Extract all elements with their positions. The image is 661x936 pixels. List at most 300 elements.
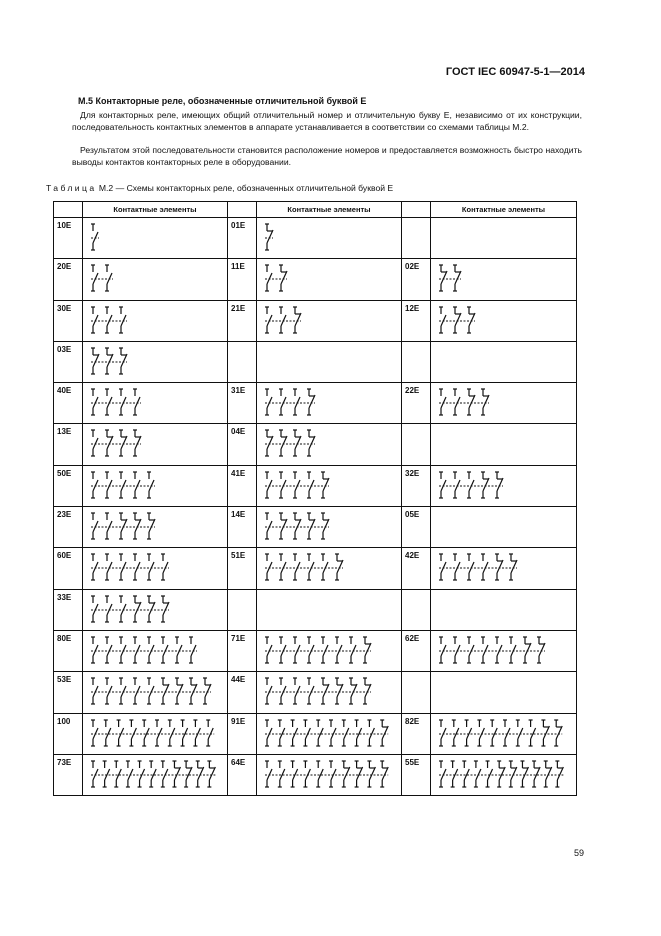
- normally-open-contact-icon: [147, 637, 154, 663]
- table-row: [54, 259, 577, 300]
- relay-code: 33E: [54, 589, 83, 630]
- normally-open-contact-icon: [105, 389, 112, 415]
- normally-closed-contact-icon: [207, 761, 215, 787]
- table-row: [54, 548, 577, 589]
- normally-closed-contact-icon: [307, 513, 315, 539]
- normally-open-contact-icon: [293, 389, 300, 415]
- normally-open-contact-icon: [367, 720, 374, 746]
- contact-diagram-cell: [431, 341, 577, 382]
- normally-open-contact-icon: [279, 637, 286, 663]
- normally-closed-contact-icon: [91, 348, 99, 374]
- normally-closed-contact-icon: [147, 513, 155, 539]
- relay-code: 20E: [54, 259, 83, 300]
- relay-code: [402, 424, 431, 465]
- normally-open-contact-icon: [279, 554, 286, 580]
- table-caption-text: М.2 — Схемы контакторных реле, обозначенных отличительной буквой E: [96, 183, 394, 193]
- contact-diagram-cell: [83, 341, 228, 382]
- header-code-cell-3: [402, 202, 431, 218]
- header-code-cell-1: [54, 202, 83, 218]
- normally-closed-contact-icon: [555, 761, 563, 787]
- normally-open-contact-icon: [279, 472, 286, 498]
- normally-open-contact-icon: [265, 720, 272, 746]
- normally-closed-contact-icon: [293, 513, 301, 539]
- normally-closed-contact-icon: [307, 430, 315, 456]
- normally-closed-contact-icon: [537, 637, 545, 663]
- normally-open-contact-icon: [503, 720, 510, 746]
- contact-diagram-cell: [257, 630, 402, 671]
- contact-diagram-cell: [257, 465, 402, 506]
- normally-closed-contact-icon: [133, 430, 141, 456]
- contact-diagram-cell: [257, 218, 402, 259]
- contact-diagram-cell: [257, 424, 402, 465]
- relay-code: 41E: [228, 465, 257, 506]
- normally-open-contact-icon: [91, 265, 98, 291]
- relay-code: 60E: [54, 548, 83, 589]
- normally-open-contact-icon: [91, 554, 98, 580]
- normally-open-contact-icon: [462, 761, 469, 787]
- contact-diagram: [263, 263, 397, 293]
- normally-open-contact-icon: [453, 637, 460, 663]
- contact-diagram: [263, 718, 397, 748]
- normally-closed-contact-icon: [335, 678, 343, 704]
- contact-diagram: [89, 305, 223, 335]
- normally-open-contact-icon: [293, 554, 300, 580]
- normally-open-contact-icon: [509, 637, 516, 663]
- table-row: [54, 754, 577, 795]
- normally-open-contact-icon: [189, 637, 196, 663]
- relay-code: 22E: [402, 383, 431, 424]
- paragraph-2: Результатом этой последовательности становится расположение номеров и предоставляется возможность быстро находить выводы контактов контакторных реле в оборудовании.: [72, 145, 582, 167]
- normally-closed-contact-icon: [523, 637, 531, 663]
- normally-open-contact-icon: [119, 389, 126, 415]
- normally-open-contact-icon: [439, 637, 446, 663]
- relay-code: 64E: [228, 754, 257, 795]
- relay-code: [228, 341, 257, 382]
- normally-closed-contact-icon: [349, 678, 357, 704]
- normally-open-contact-icon: [303, 761, 310, 787]
- paragraph-1: Для контакторных реле, имеющих общий отличительный номер и отличительную букву E, независимо от их конструкции, последовательность контактных элементов в аппарате устанавливается в соответствии со схемами таблицы М.2.: [72, 110, 582, 132]
- normally-open-contact-icon: [490, 720, 497, 746]
- contact-diagram: [437, 635, 571, 665]
- contact-diagram-cell: [83, 589, 228, 630]
- normally-open-contact-icon: [91, 596, 98, 622]
- section-title: М.5 Контакторные реле, обозначенные отличительной буквой E: [78, 96, 367, 106]
- normally-open-contact-icon: [439, 761, 446, 787]
- contact-diagram: [89, 470, 223, 500]
- normally-open-contact-icon: [161, 637, 168, 663]
- normally-closed-contact-icon: [321, 472, 329, 498]
- normally-open-contact-icon: [474, 761, 481, 787]
- contact-diagram-cell: [431, 713, 577, 754]
- contact-diagram: [89, 428, 223, 458]
- normally-open-contact-icon: [278, 720, 285, 746]
- table-row: [54, 218, 577, 259]
- normally-open-contact-icon: [129, 720, 136, 746]
- relay-code: 32E: [402, 465, 431, 506]
- normally-open-contact-icon: [105, 513, 112, 539]
- normally-open-contact-icon: [329, 761, 336, 787]
- normally-open-contact-icon: [149, 761, 156, 787]
- normally-closed-contact-icon: [495, 472, 503, 498]
- relay-code: 11E: [228, 259, 257, 300]
- normally-closed-contact-icon: [265, 224, 273, 250]
- normally-open-contact-icon: [91, 472, 98, 498]
- contact-diagram-cell: [257, 300, 402, 341]
- relay-code: 03E: [54, 341, 83, 382]
- normally-open-contact-icon: [529, 720, 536, 746]
- normally-open-contact-icon: [265, 472, 272, 498]
- normally-closed-contact-icon: [439, 265, 447, 291]
- normally-open-contact-icon: [265, 513, 272, 539]
- contact-diagram: [437, 305, 571, 335]
- relay-code: 55E: [402, 754, 431, 795]
- normally-open-contact-icon: [265, 761, 272, 787]
- normally-closed-contact-icon: [481, 472, 489, 498]
- normally-open-contact-icon: [105, 265, 112, 291]
- normally-closed-contact-icon: [481, 389, 489, 415]
- contact-diagram: [89, 676, 223, 706]
- normally-open-contact-icon: [307, 472, 314, 498]
- normally-open-contact-icon: [481, 554, 488, 580]
- normally-open-contact-icon: [119, 472, 126, 498]
- table-row: [54, 424, 577, 465]
- normally-closed-contact-icon: [380, 720, 388, 746]
- contact-diagram-cell: [431, 507, 577, 548]
- normally-closed-contact-icon: [495, 554, 503, 580]
- contact-diagram-cell: [257, 672, 402, 713]
- normally-open-contact-icon: [467, 637, 474, 663]
- contact-diagram-cell: [83, 300, 228, 341]
- normally-open-contact-icon: [465, 720, 472, 746]
- relay-code: [402, 218, 431, 259]
- table-row: [54, 713, 577, 754]
- contact-diagram-cell: [431, 589, 577, 630]
- normally-closed-contact-icon: [203, 678, 211, 704]
- normally-closed-contact-icon: [279, 265, 287, 291]
- table-row: [54, 630, 577, 671]
- normally-open-contact-icon: [467, 472, 474, 498]
- normally-open-contact-icon: [91, 637, 98, 663]
- contact-diagram: [437, 387, 571, 417]
- normally-closed-contact-icon: [279, 430, 287, 456]
- normally-open-contact-icon: [265, 554, 272, 580]
- normally-open-contact-icon: [105, 678, 112, 704]
- normally-open-contact-icon: [486, 761, 493, 787]
- relay-code: 82E: [402, 713, 431, 754]
- normally-open-contact-icon: [206, 720, 213, 746]
- normally-open-contact-icon: [126, 761, 133, 787]
- relay-code: 44E: [228, 672, 257, 713]
- contact-diagram-cell: [83, 713, 228, 754]
- relay-code: [402, 589, 431, 630]
- normally-open-contact-icon: [293, 678, 300, 704]
- normally-closed-contact-icon: [467, 307, 475, 333]
- normally-open-contact-icon: [303, 720, 310, 746]
- normally-open-contact-icon: [119, 307, 126, 333]
- normally-open-contact-icon: [119, 596, 126, 622]
- table-row: [54, 507, 577, 548]
- contact-diagram: [89, 718, 223, 748]
- table-header-row: [54, 202, 577, 218]
- normally-open-contact-icon: [316, 720, 323, 746]
- normally-open-contact-icon: [265, 637, 272, 663]
- normally-open-contact-icon: [495, 637, 502, 663]
- normally-open-contact-icon: [279, 678, 286, 704]
- contact-diagram: [89, 222, 223, 252]
- normally-closed-contact-icon: [541, 720, 549, 746]
- standard-designation: ГОСТ IEC 60947-5-1—2014: [445, 66, 585, 78]
- normally-open-contact-icon: [291, 720, 298, 746]
- normally-open-contact-icon: [452, 720, 459, 746]
- normally-closed-contact-icon: [363, 637, 371, 663]
- normally-closed-contact-icon: [196, 761, 204, 787]
- table-row: [54, 672, 577, 713]
- contact-diagram: [263, 470, 397, 500]
- normally-closed-contact-icon: [453, 307, 461, 333]
- relay-code: 71E: [228, 630, 257, 671]
- normally-open-contact-icon: [155, 720, 162, 746]
- normally-closed-contact-icon: [279, 513, 287, 539]
- normally-open-contact-icon: [105, 307, 112, 333]
- normally-open-contact-icon: [91, 307, 98, 333]
- normally-closed-contact-icon: [497, 761, 505, 787]
- contact-diagram: [89, 511, 223, 541]
- contact-diagram-cell: [83, 507, 228, 548]
- contact-diagram-cell: [431, 218, 577, 259]
- normally-open-contact-icon: [91, 761, 98, 787]
- relay-code: 30E: [54, 300, 83, 341]
- contact-diagram: [89, 387, 223, 417]
- contact-diagram-cell: [83, 259, 228, 300]
- contact-diagram: [89, 346, 223, 376]
- normally-open-contact-icon: [168, 720, 175, 746]
- contact-diagram: [263, 511, 397, 541]
- normally-closed-contact-icon: [161, 596, 169, 622]
- contact-diagram-cell: [257, 341, 402, 382]
- contact-diagram-cell: [431, 383, 577, 424]
- normally-open-contact-icon: [119, 637, 126, 663]
- contact-diagram: [263, 305, 397, 335]
- normally-open-contact-icon: [142, 720, 149, 746]
- normally-closed-contact-icon: [509, 554, 517, 580]
- relay-code: 53E: [54, 672, 83, 713]
- normally-open-contact-icon: [307, 678, 314, 704]
- normally-open-contact-icon: [91, 678, 98, 704]
- normally-closed-contact-icon: [544, 761, 552, 787]
- normally-closed-contact-icon: [133, 513, 141, 539]
- normally-open-contact-icon: [349, 637, 356, 663]
- contact-diagram: [437, 263, 571, 293]
- relay-code: [402, 341, 431, 382]
- normally-open-contact-icon: [147, 678, 154, 704]
- normally-open-contact-icon: [133, 637, 140, 663]
- normally-closed-contact-icon: [105, 348, 113, 374]
- normally-open-contact-icon: [105, 554, 112, 580]
- normally-open-contact-icon: [91, 720, 98, 746]
- normally-open-contact-icon: [293, 637, 300, 663]
- normally-open-contact-icon: [321, 637, 328, 663]
- contact-diagram: [263, 387, 397, 417]
- contact-diagram: [263, 676, 397, 706]
- contact-diagram-cell: [431, 300, 577, 341]
- contact-diagram: [89, 635, 223, 665]
- table-caption: [46, 183, 393, 193]
- table-row: [54, 589, 577, 630]
- contact-diagram: [89, 594, 223, 624]
- normally-open-contact-icon: [265, 265, 272, 291]
- normally-closed-contact-icon: [175, 678, 183, 704]
- contact-diagram: [89, 759, 223, 789]
- normally-open-contact-icon: [91, 224, 98, 250]
- contact-diagram-cell: [257, 383, 402, 424]
- relay-code: [402, 672, 431, 713]
- normally-open-contact-icon: [91, 389, 98, 415]
- contact-diagram: [437, 552, 571, 582]
- normally-open-contact-icon: [453, 554, 460, 580]
- relay-code: 02E: [402, 259, 431, 300]
- normally-open-contact-icon: [117, 720, 124, 746]
- normally-open-contact-icon: [105, 637, 112, 663]
- relay-code: 50E: [54, 465, 83, 506]
- contact-diagram-cell: [83, 548, 228, 589]
- contact-diagram-cell: [83, 754, 228, 795]
- normally-open-contact-icon: [516, 720, 523, 746]
- normally-open-contact-icon: [342, 720, 349, 746]
- normally-closed-contact-icon: [307, 389, 315, 415]
- normally-open-contact-icon: [133, 678, 140, 704]
- relay-code: 80E: [54, 630, 83, 671]
- relay-code: 10E: [54, 218, 83, 259]
- normally-open-contact-icon: [119, 554, 126, 580]
- contact-diagram-cell: [83, 630, 228, 671]
- relay-code: 01E: [228, 218, 257, 259]
- normally-open-contact-icon: [329, 720, 336, 746]
- normally-open-contact-icon: [138, 761, 145, 787]
- normally-open-contact-icon: [307, 554, 314, 580]
- normally-closed-contact-icon: [380, 761, 388, 787]
- normally-open-contact-icon: [103, 761, 110, 787]
- normally-closed-contact-icon: [105, 430, 113, 456]
- contact-schemes-table: [53, 201, 577, 796]
- normally-open-contact-icon: [175, 637, 182, 663]
- contact-diagram-cell: [83, 424, 228, 465]
- normally-open-contact-icon: [265, 678, 272, 704]
- normally-open-contact-icon: [133, 389, 140, 415]
- normally-open-contact-icon: [133, 554, 140, 580]
- normally-closed-contact-icon: [172, 761, 180, 787]
- relay-code: 100: [54, 713, 83, 754]
- contact-diagram-cell: [431, 548, 577, 589]
- normally-open-contact-icon: [335, 637, 342, 663]
- normally-open-contact-icon: [321, 554, 328, 580]
- normally-open-contact-icon: [104, 720, 111, 746]
- normally-closed-contact-icon: [520, 761, 528, 787]
- contact-diagram: [263, 222, 397, 252]
- normally-open-contact-icon: [477, 720, 484, 746]
- normally-closed-contact-icon: [189, 678, 197, 704]
- contact-diagram-cell: [83, 465, 228, 506]
- normally-open-contact-icon: [161, 761, 168, 787]
- contact-diagram: [263, 552, 397, 582]
- normally-closed-contact-icon: [342, 761, 350, 787]
- normally-open-contact-icon: [451, 761, 458, 787]
- normally-open-contact-icon: [114, 761, 121, 787]
- table-row: [54, 341, 577, 382]
- normally-closed-contact-icon: [367, 761, 375, 787]
- normally-closed-contact-icon: [265, 430, 273, 456]
- contact-diagram-cell: [83, 672, 228, 713]
- normally-open-contact-icon: [453, 389, 460, 415]
- page-number: 59: [573, 848, 584, 858]
- normally-open-contact-icon: [119, 678, 126, 704]
- normally-open-contact-icon: [147, 472, 154, 498]
- relay-code: 04E: [228, 424, 257, 465]
- relay-code: 13E: [54, 424, 83, 465]
- relay-code: 12E: [402, 300, 431, 341]
- normally-open-contact-icon: [439, 472, 446, 498]
- normally-closed-contact-icon: [293, 307, 301, 333]
- relay-code: [228, 589, 257, 630]
- normally-closed-contact-icon: [509, 761, 517, 787]
- normally-open-contact-icon: [355, 720, 362, 746]
- normally-closed-contact-icon: [321, 678, 329, 704]
- contact-diagram-cell: [257, 507, 402, 548]
- contact-diagram-cell: [431, 630, 577, 671]
- contact-diagram-cell: [431, 754, 577, 795]
- relay-code: 23E: [54, 507, 83, 548]
- normally-open-contact-icon: [279, 307, 286, 333]
- normally-open-contact-icon: [91, 430, 98, 456]
- normally-closed-contact-icon: [293, 430, 301, 456]
- contact-diagram: [89, 263, 223, 293]
- contact-diagram-cell: [257, 548, 402, 589]
- normally-open-contact-icon: [279, 389, 286, 415]
- contact-diagram-cell: [257, 754, 402, 795]
- normally-closed-contact-icon: [554, 720, 562, 746]
- relay-code: 42E: [402, 548, 431, 589]
- normally-open-contact-icon: [147, 554, 154, 580]
- contact-diagram-cell: [431, 672, 577, 713]
- normally-closed-contact-icon: [363, 678, 371, 704]
- header-code-cell-2: [228, 202, 257, 218]
- contact-diagram: [263, 428, 397, 458]
- normally-open-contact-icon: [439, 307, 446, 333]
- contact-diagram-cell: [431, 424, 577, 465]
- normally-closed-contact-icon: [147, 596, 155, 622]
- contact-diagram-cell: [257, 259, 402, 300]
- contact-diagram: [263, 635, 397, 665]
- table-row: [54, 465, 577, 506]
- contact-diagram-cell: [257, 713, 402, 754]
- normally-open-contact-icon: [293, 472, 300, 498]
- normally-open-contact-icon: [467, 554, 474, 580]
- table-row: [54, 300, 577, 341]
- normally-closed-contact-icon: [119, 430, 127, 456]
- normally-open-contact-icon: [291, 761, 298, 787]
- normally-open-contact-icon: [133, 472, 140, 498]
- normally-closed-contact-icon: [453, 265, 461, 291]
- normally-open-contact-icon: [481, 637, 488, 663]
- relay-code: 62E: [402, 630, 431, 671]
- contact-diagram: [437, 759, 571, 789]
- relay-code: 05E: [402, 507, 431, 548]
- normally-closed-contact-icon: [335, 554, 343, 580]
- normally-open-contact-icon: [307, 637, 314, 663]
- contact-diagram: [89, 552, 223, 582]
- normally-open-contact-icon: [265, 389, 272, 415]
- normally-closed-contact-icon: [119, 513, 127, 539]
- relay-code: 21E: [228, 300, 257, 341]
